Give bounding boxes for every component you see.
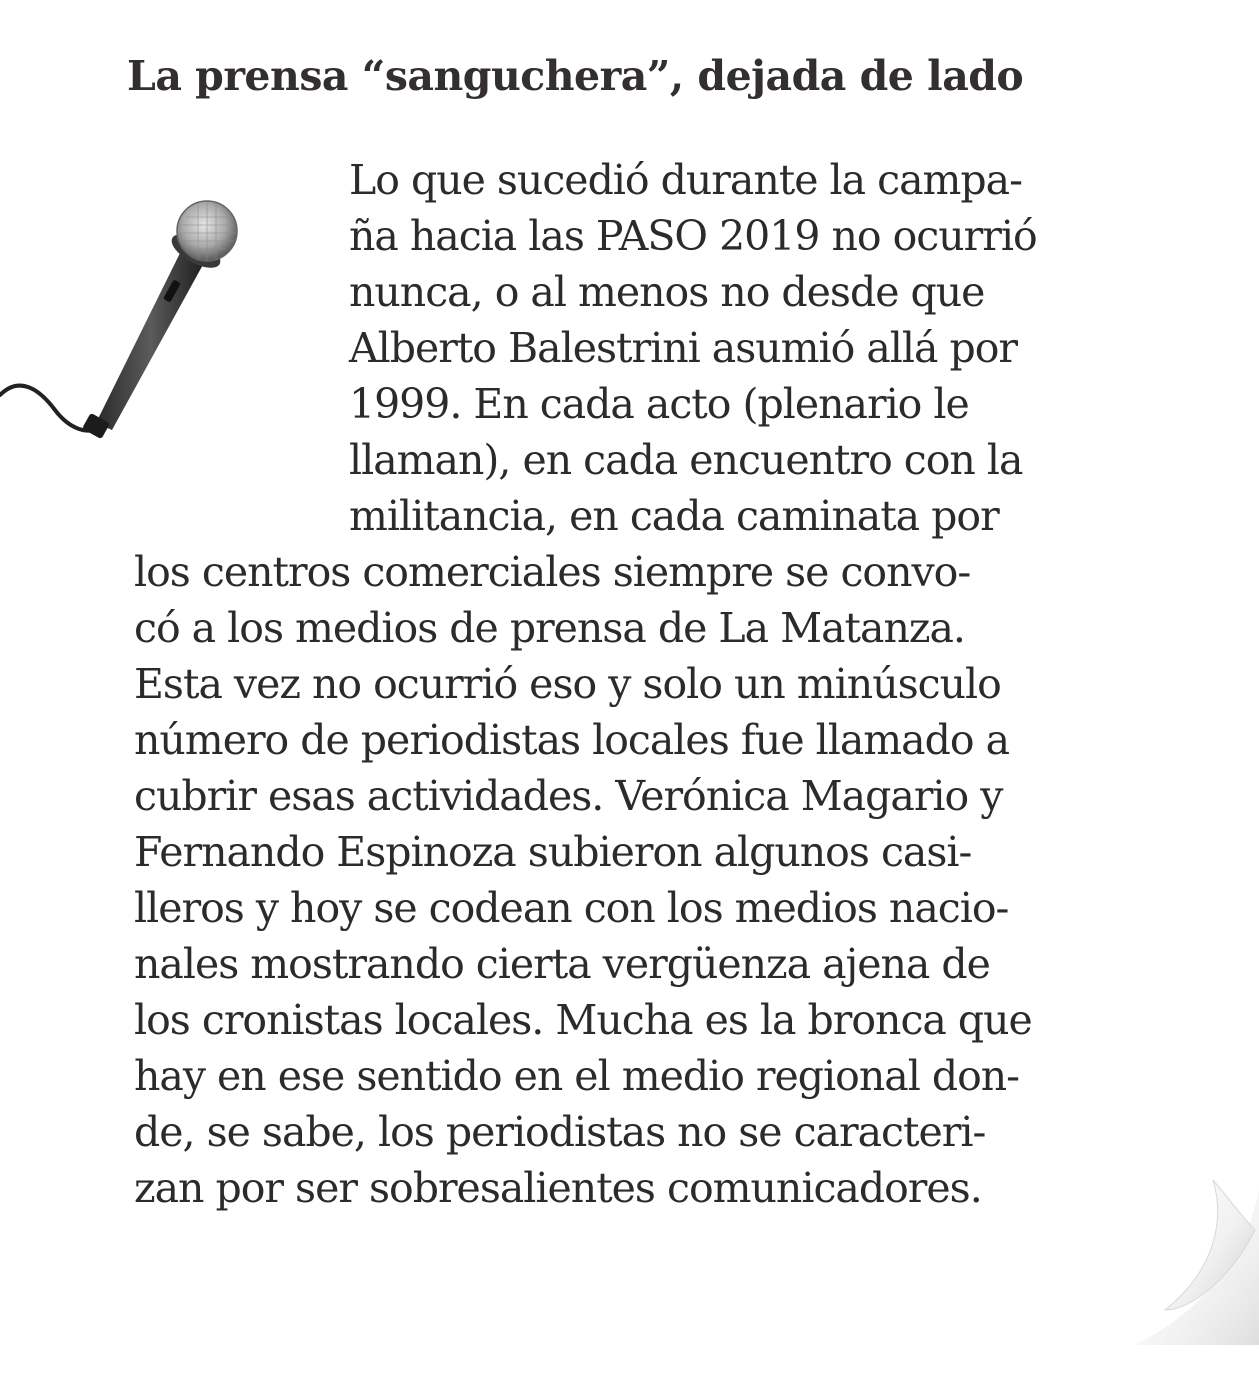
body-line: de, se sabe, los periodistas no se caracteri- xyxy=(134,1108,986,1156)
body-line: número de periodistas locales fue llamado a xyxy=(134,716,1010,764)
page-curl-icon xyxy=(1095,1160,1259,1350)
body-line: 1999. En cada acto (plenario le xyxy=(349,380,969,428)
body-line: nales mostrando cierta vergüenza ajena de xyxy=(134,940,990,988)
body-line: zan por ser sobresalientes comunicadores. xyxy=(134,1164,982,1212)
body-line: llaman), en cada encuentro con la xyxy=(349,436,1023,484)
body-line: có a los medios de prensa de La Matanza. xyxy=(134,604,965,652)
body-line: hay en ese sentido en el medio regional don- xyxy=(134,1052,1020,1100)
body-line: los centros comerciales siempre se convo- xyxy=(134,548,971,596)
body-line: los cronistas locales. Mucha es la bronca que xyxy=(134,996,1032,1044)
body-line: Alberto Balestrini asumió allá por xyxy=(349,324,1018,372)
microphone-icon xyxy=(0,195,250,455)
body-line: lleros y hoy se codean con los medios nacio- xyxy=(134,884,1009,932)
body-line: ña hacia las PASO 2019 no ocurrió xyxy=(349,212,1037,260)
body-line: nunca, o al menos no desde que xyxy=(349,268,985,316)
body-line: Fernando Espinoza subieron algunos casi- xyxy=(134,828,972,876)
body-line: cubrir esas actividades. Verónica Magario y xyxy=(134,772,1003,820)
body-line: Lo que sucedió durante la campa- xyxy=(349,156,1022,204)
article-headline: La prensa “sanguchera”, dejada de lado xyxy=(127,52,1024,100)
body-line: Esta vez no ocurrió eso y solo un minúsculo xyxy=(134,660,1001,708)
body-line: militancia, en cada caminata por xyxy=(349,492,999,540)
